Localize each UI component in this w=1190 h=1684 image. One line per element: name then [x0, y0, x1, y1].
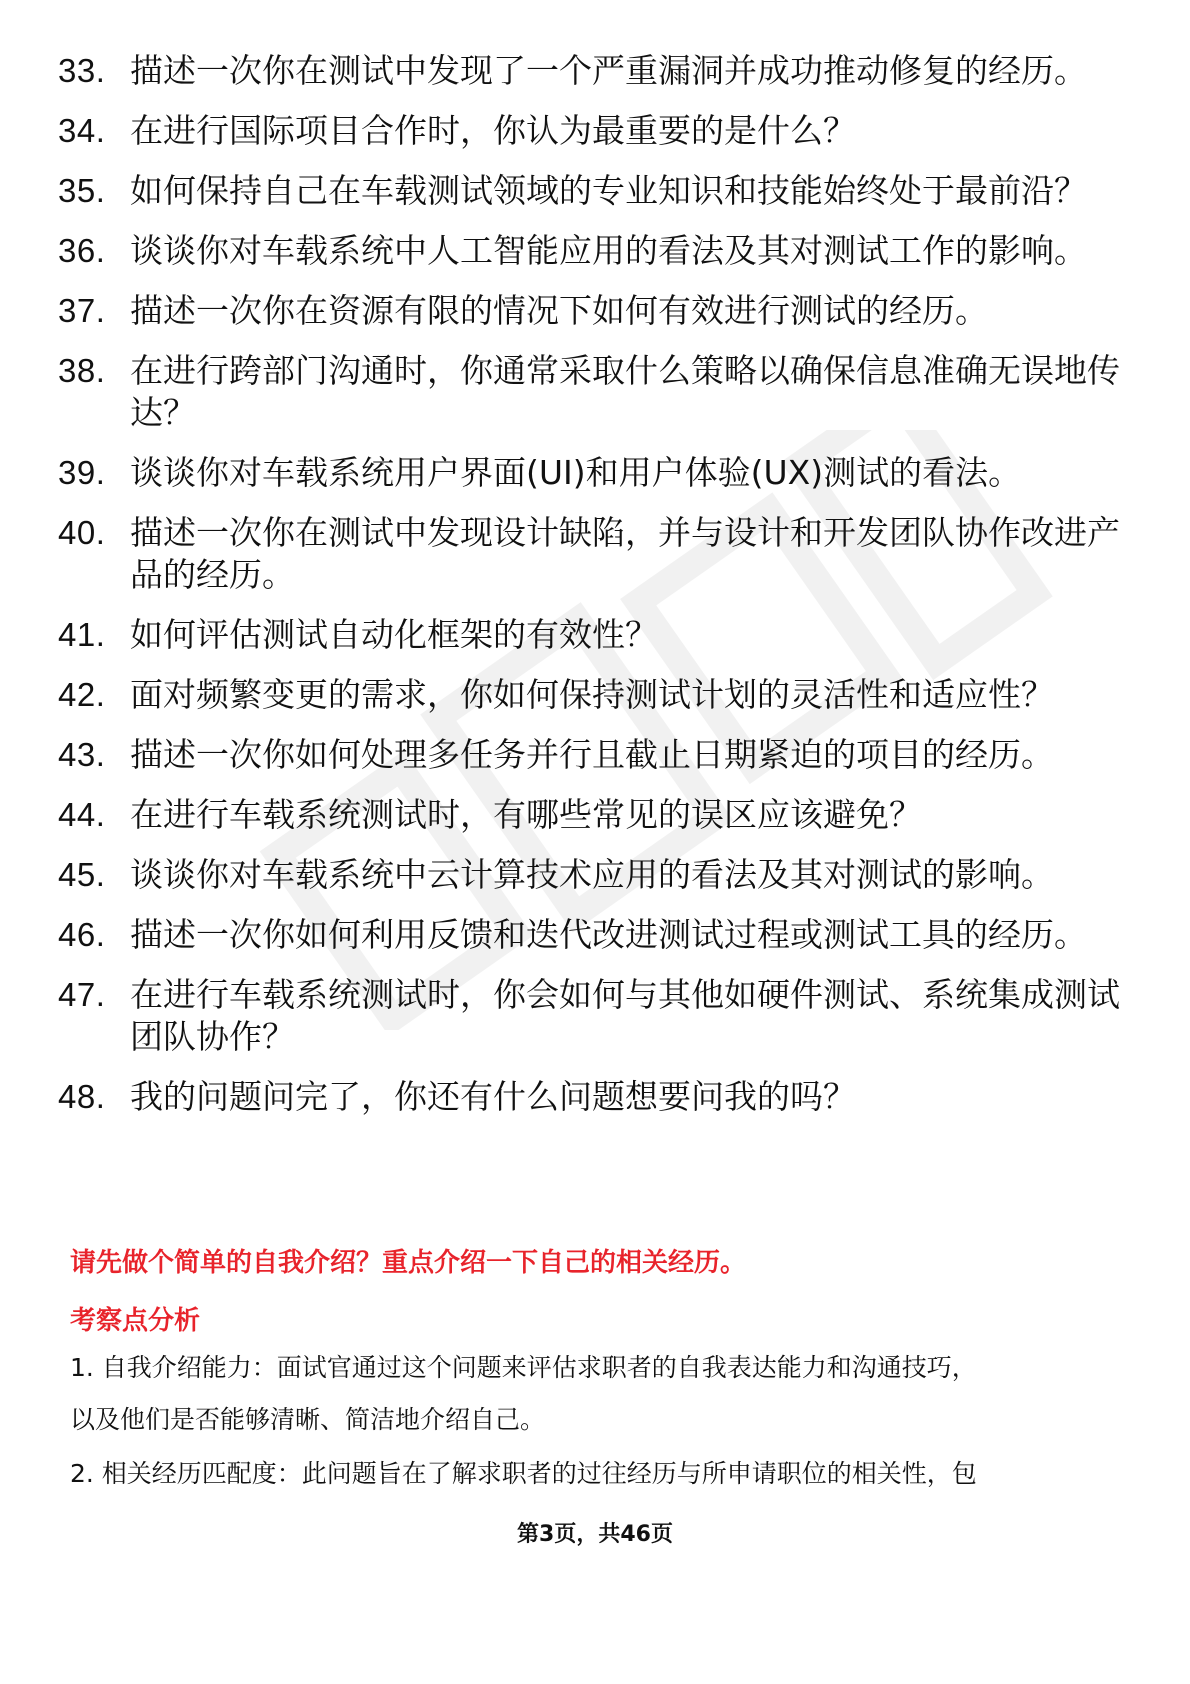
- question-text: 面对频繁变更的需求，你如何保持测试计划的灵活性和适应性？: [130, 675, 1054, 714]
- question-text: 谈谈你对车载系统用户界面(UI)和用户体验(UX)测试的看法。: [130, 453, 1022, 492]
- question-text: 如何保持自己在车载测试领域的专业知识和技能始终处于最前沿？: [130, 171, 1087, 210]
- question-text: 描述一次你在测试中发现了一个严重漏洞并成功推动修复的经历。: [130, 51, 1087, 90]
- question-number: 33.: [58, 52, 106, 89]
- question-item: [58, 110, 1138, 152]
- question-number: 42.: [58, 676, 106, 713]
- question-item: [58, 230, 1138, 272]
- question-text: 谈谈你对车载系统中云计算技术应用的看法及其对测试的影响。: [130, 855, 1054, 894]
- featured-question: 请先做个简单的自我介绍？重点介绍一下自己的相关经历。: [70, 1248, 747, 1278]
- question-text: 描述一次你如何利用反馈和迭代改进测试过程或测试工具的经历。: [130, 915, 1087, 954]
- question-text: 描述一次你在测试中发现设计缺陷，并与设计和开发团队协作改进产品的经历。: [130, 513, 1120, 594]
- question-number: 34.: [58, 112, 106, 149]
- analysis-point-1-continued: 以及他们是否能够清晰、简洁地介绍自己。: [70, 1405, 546, 1434]
- question-number: 38.: [58, 352, 106, 389]
- question-item: [58, 50, 1138, 92]
- analysis-point-1: 1. 自我介绍能力：面试官通过这个问题来评估求职者的自我表达能力和沟通技巧，: [70, 1353, 977, 1382]
- question-text: 如何评估测试自动化框架的有效性？: [130, 615, 658, 654]
- question-list: [58, 50, 1138, 1136]
- question-number: 46.: [58, 916, 106, 953]
- question-text: 谈谈你对车载系统中人工智能应用的看法及其对测试工作的影响。: [130, 231, 1087, 270]
- question-item: [58, 1076, 1138, 1118]
- question-item: [58, 974, 1138, 1058]
- question-item: [58, 170, 1138, 212]
- question-number: 40.: [58, 514, 106, 551]
- question-text: 在进行车载系统测试时，你会如何与其他如硬件测试、系统集成测试团队协作？: [130, 975, 1120, 1056]
- question-text: 描述一次你在资源有限的情况下如何有效进行测试的经历。: [130, 291, 988, 330]
- question-number: 48.: [58, 1078, 106, 1115]
- question-item: [58, 854, 1138, 896]
- question-item: [58, 350, 1138, 434]
- question-number: 36.: [58, 232, 106, 269]
- question-item: [58, 290, 1138, 332]
- question-number: 37.: [58, 292, 106, 329]
- analysis-heading: 考察点分析: [70, 1306, 201, 1336]
- question-number: 35.: [58, 172, 106, 209]
- question-item: [58, 674, 1138, 716]
- question-item: [58, 452, 1138, 494]
- page-number: 第3页，共46页: [517, 1522, 673, 1547]
- question-text: 在进行车载系统测试时，有哪些常见的误区应该避免？: [130, 795, 922, 834]
- question-text: 描述一次你如何处理多任务并行且截止日期紧迫的项目的经历。: [130, 735, 1054, 774]
- question-number: 47.: [58, 976, 106, 1013]
- question-item: [58, 914, 1138, 956]
- question-text: 在进行国际项目合作时，你认为最重要的是什么？: [130, 111, 856, 150]
- question-item: [58, 512, 1138, 596]
- question-item: [58, 734, 1138, 776]
- question-text: 在进行跨部门沟通时，你通常采取什么策略以确保信息准确无误地传达？: [130, 351, 1120, 432]
- question-number: 44.: [58, 796, 106, 833]
- question-number: 39.: [58, 454, 106, 491]
- analysis-point-2: 2. 相关经历匹配度：此问题旨在了解求职者的过往经历与所申请职位的相关性，包: [70, 1459, 977, 1488]
- question-item: [58, 614, 1138, 656]
- question-number: 41.: [58, 616, 106, 653]
- question-item: [58, 794, 1138, 836]
- question-number: 43.: [58, 736, 106, 773]
- question-number: 45.: [58, 856, 106, 893]
- question-text: 我的问题问完了，你还有什么问题想要问我的吗？: [130, 1077, 856, 1116]
